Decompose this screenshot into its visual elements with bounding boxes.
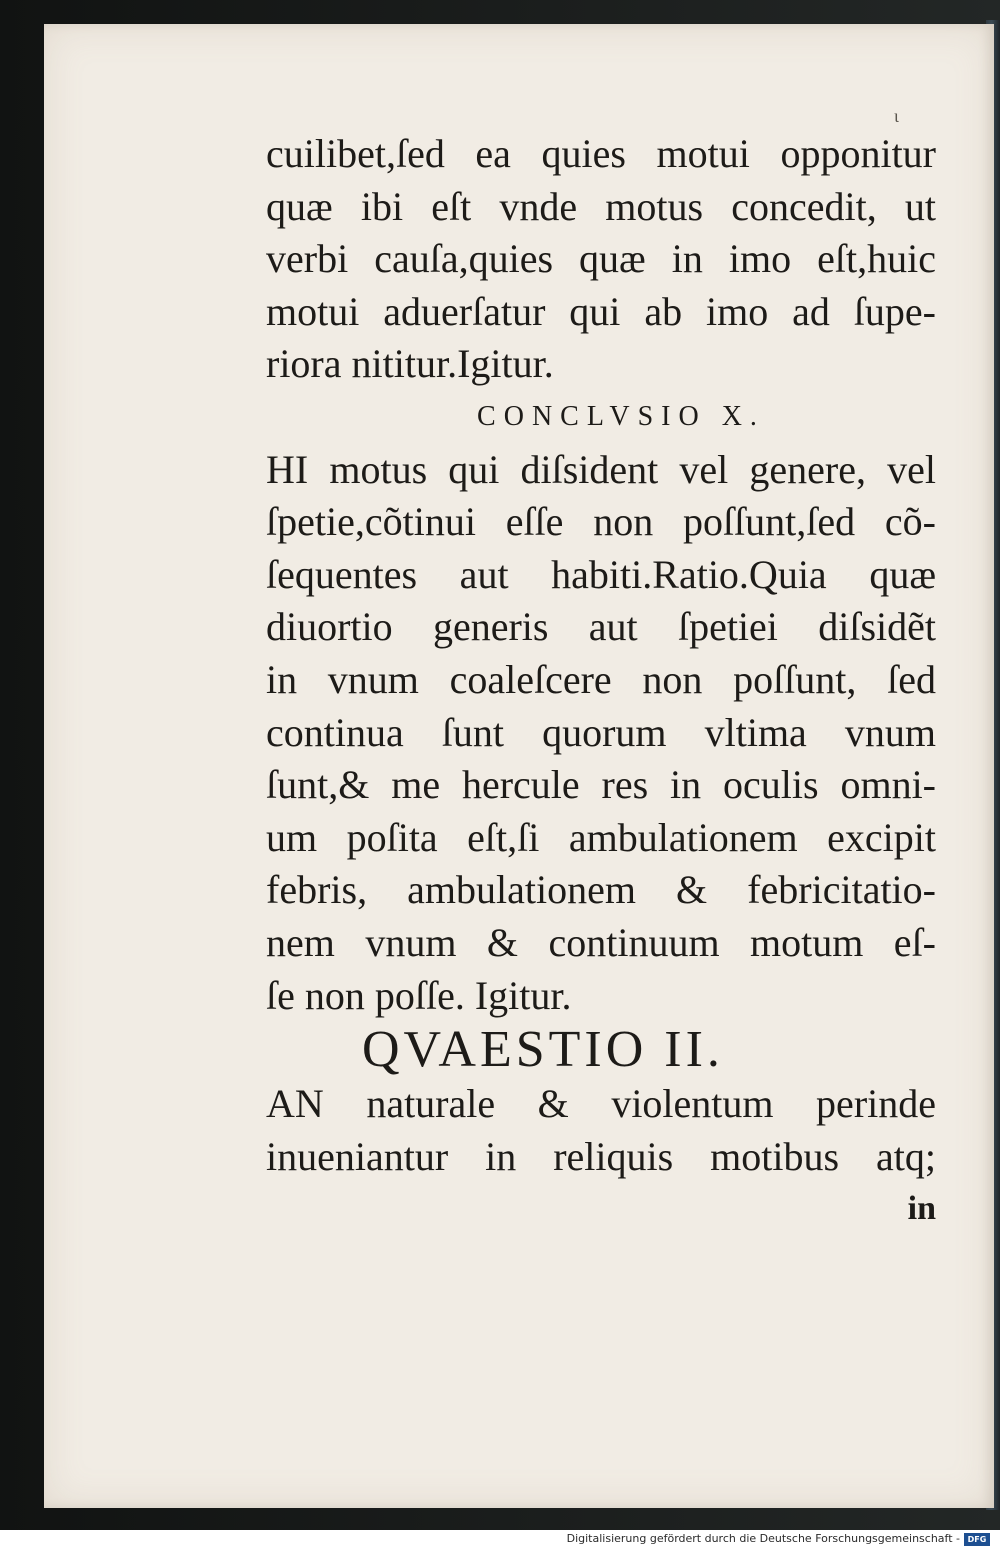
dfg-logo-icon: DFG [964,1533,990,1546]
quaestio-line: inueniantur in reliquis motibus atq; [266,1133,936,1179]
body-line: riora nititur.Igitur. [266,341,554,387]
body-line: cuilibet,ſed ea quies motui opponitur [266,131,936,176]
conclusio-line: diuortio generis aut ſpetiei diſsidẽt [266,604,936,650]
page-mark: ι [894,106,899,126]
conclusio-line: HI motus qui diſsident vel genere, vel [266,446,936,492]
catchword: in [907,1190,936,1228]
digitization-footer [0,1530,1000,1550]
quaestio-line: AN naturale & violentum perinde [266,1081,936,1127]
conclusio-line: nem vnum & continuum motum eſ- [266,919,936,965]
body-line: quæ ibi eſt vnde motus concedit, ut [266,183,936,229]
conclusio-line: ſequentes aut habiti.Ratio.Quia quæ [266,551,936,597]
book-page [44,24,994,1508]
conclusio-line: ſpetie,cõtinui eſſe non poſſunt,ſed cõ- [266,499,936,545]
conclusio-line: febris, ambulationem & febricitatio- [266,867,936,913]
body-line: verbi cauſa,quies quæ in imo eſt,huic [266,236,936,282]
conclusio-line: ſunt,& me hercule res in oculis omni- [266,762,936,808]
funding-credit: Digitalisierung gefördert durch die Deutsche Forschungsgemeinschaft - [566,1532,960,1545]
body-line: motui aduerſatur qui ab imo ad ſupe- [266,288,936,334]
conclusio-line: in vnum coaleſcere non poſſunt, ſed [266,656,936,702]
conclusio-heading: CONCLVSIO X. [477,400,765,432]
conclusio-line: um poſita eſt,ſi ambulationem excipit [266,814,936,860]
text-block [266,128,936,1236]
conclusio-line: ſe non poſſe. Igitur. [266,972,572,1018]
conclusio-line: continua ſunt quorum vltima vnum [266,709,936,755]
quaestio-heading: QVAESTIO II. [362,1021,724,1079]
